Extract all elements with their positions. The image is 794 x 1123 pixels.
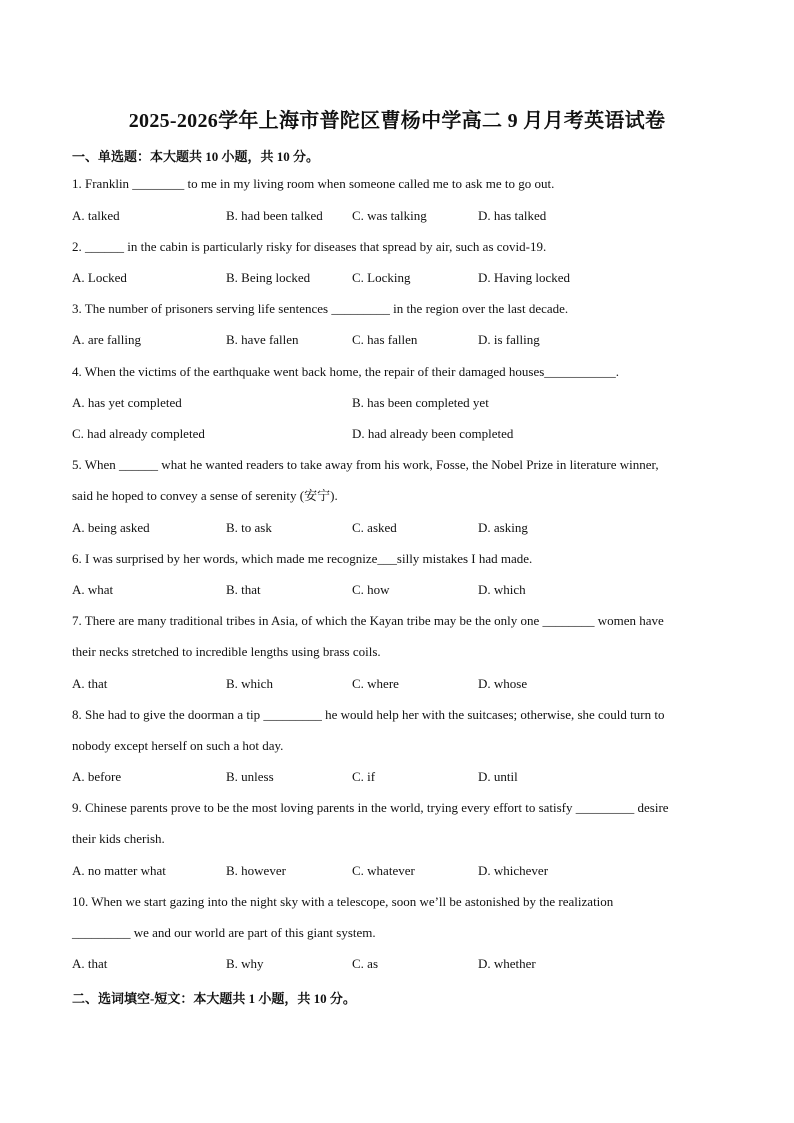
question-5 [72, 449, 722, 511]
option-d: D. until [478, 769, 518, 784]
question-4-options-row-2 [72, 426, 722, 446]
question-line: 10. When we start gazing into the night sky with a telescope, soon we’ll be astonished by the realization [72, 894, 614, 909]
option-d: D. Having locked [478, 270, 571, 285]
option-c: C. whatever [352, 863, 415, 878]
question-line: their kids cherish. [72, 831, 165, 846]
option-a: A. no matter what [72, 863, 166, 878]
option-a: A. are falling [72, 332, 141, 347]
question-line: 1. Franklin ________ to me in my living room when someone called me to ask me to go out. [72, 176, 555, 191]
question-line: 9. Chinese parents prove to be the most loving parents in the world, trying every effort to satisfy _________ desire [72, 800, 669, 815]
question-2 [72, 231, 722, 262]
question-5-options [72, 520, 722, 540]
option-b: B. unless [226, 769, 274, 784]
question-line: 3. The number of prisoners serving life sentences _________ in the region over the last decade. [72, 301, 569, 316]
option-d: D. asking [478, 520, 528, 535]
option-d: D. which [478, 582, 526, 597]
question-4-options-row-1 [72, 395, 722, 415]
option-b: B. have fallen [226, 332, 299, 347]
section-2-heading: 二、选词填空-短文：本大题共 1 小题，共 10 分。 [72, 991, 356, 1006]
option-d: D. whichever [478, 863, 549, 878]
option-b: B. had been talked [226, 208, 323, 223]
option-b: B. however [226, 863, 286, 878]
option-a: A. Locked [72, 270, 127, 285]
option-b: B. to ask [226, 520, 272, 535]
question-line: 2. ______ in the cabin is particularly risky for diseases that spread by air, such as covid-19. [72, 239, 547, 254]
option-c: C. asked [352, 520, 397, 535]
question-line: nobody except herself on such a hot day. [72, 738, 284, 753]
option-a: A. has yet completed [72, 395, 182, 410]
option-d: D. had already been completed [352, 426, 514, 441]
option-b: B. why [226, 956, 264, 971]
question-7-options [72, 676, 722, 696]
question-9 [72, 792, 722, 854]
question-8 [72, 699, 722, 761]
question-6-options [72, 582, 722, 602]
option-c: C. Locking [352, 270, 411, 285]
option-a: A. talked [72, 208, 120, 223]
question-2-options [72, 270, 722, 290]
question-line: 5. When ______ what he wanted readers to take away from his work, Fosse, the Nobel Prize in literature winner, [72, 457, 659, 472]
option-c: C. was talking [352, 208, 427, 223]
section-1-heading: 一、单选题：本大题共 10 小题，共 10 分。 [72, 149, 320, 164]
option-c: C. if [352, 769, 376, 784]
option-c: C. as [352, 956, 378, 971]
option-c: C. where [352, 676, 399, 691]
option-c: C. has fallen [352, 332, 418, 347]
question-3 [72, 293, 722, 324]
question-8-options [72, 769, 722, 789]
question-6 [72, 543, 722, 574]
question-line: their necks stretched to incredible lengths using brass coils. [72, 644, 381, 659]
option-a: A. before [72, 769, 122, 784]
question-10-options [72, 956, 722, 976]
question-line: 4. When the victims of the earthquake went back home, the repair of their damaged houses___________. [72, 364, 620, 379]
option-b: B. which [226, 676, 273, 691]
option-d: D. whether [478, 956, 536, 971]
option-c: C. had already completed [72, 426, 205, 441]
option-a: A. that [72, 676, 108, 691]
question-3-options [72, 332, 722, 352]
question-line: _________ we and our world are part of this giant system. [72, 925, 376, 940]
exam-title: 2025-2026学年上海市普陀区曹杨中学高二 9 月月考英语试卷 [128, 110, 666, 132]
question-1 [72, 168, 722, 199]
option-c: C. how [352, 582, 390, 597]
question-10 [72, 886, 722, 948]
question-line: 8. She had to give the doorman a tip _________ he would help her with the suitcases; otherwise, she could turn to [72, 707, 665, 722]
question-line: 7. There are many traditional tribes in Asia, of which the Kayan tribe may be the only one ________ women have [72, 613, 664, 628]
option-b: B. has been completed yet [352, 395, 489, 410]
question-9-options [72, 863, 722, 883]
question-1-options [72, 208, 722, 228]
question-line: 6. I was surprised by her words, which made me recognize___silly mistakes I had made. [72, 551, 533, 566]
option-a: A. what [72, 582, 114, 597]
option-b: B. Being locked [226, 270, 311, 285]
question-line: said he hoped to convey a sense of serenity (安宁). [72, 488, 338, 503]
option-d: D. whose [478, 676, 528, 691]
option-d: D. is falling [478, 332, 540, 347]
option-b: B. that [226, 582, 261, 597]
option-d: D. has talked [478, 208, 547, 223]
option-a: A. that [72, 956, 108, 971]
question-7 [72, 605, 722, 667]
option-a: A. being asked [72, 520, 150, 535]
question-4 [72, 356, 722, 387]
